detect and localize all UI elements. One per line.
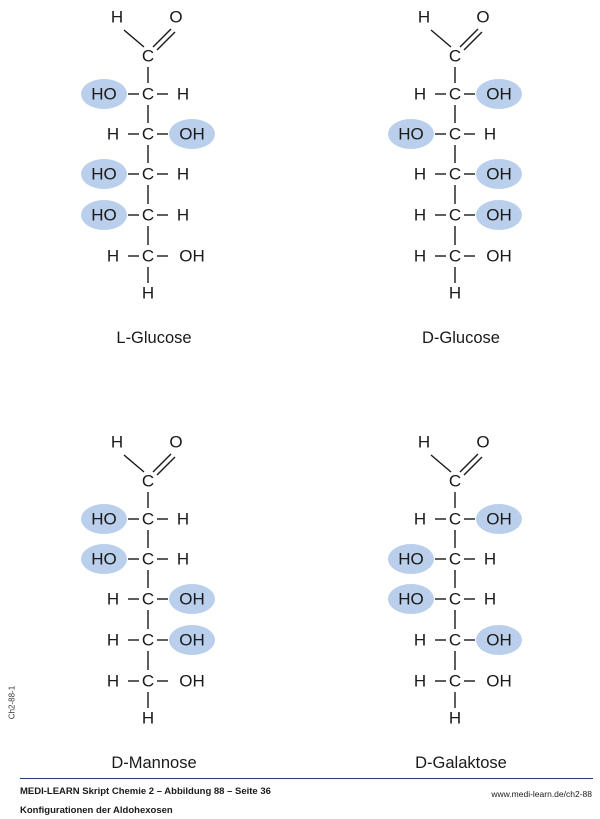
- carbon-atom-6: C: [448, 246, 462, 266]
- carbon-atom-1: C: [448, 471, 462, 491]
- carbon-atom-4: C: [448, 164, 462, 184]
- terminal-hydrogen-atom: H: [448, 283, 462, 303]
- molecule-name: D-Mannose: [111, 754, 197, 772]
- carbon-atom-6: C: [141, 246, 155, 266]
- carbon-atom-5: C: [448, 630, 462, 650]
- carbon-atom-6: C: [141, 671, 155, 691]
- aldehyde-h-atom: H: [110, 7, 124, 27]
- hydroxyl-group-label: HO: [398, 549, 424, 569]
- carbon-atom-1: C: [141, 471, 155, 491]
- hydrogen-atom: H: [413, 164, 427, 184]
- hydrogen-atom: H: [106, 589, 120, 609]
- carbon-atom-5: C: [448, 205, 462, 225]
- carbon-atom-3: C: [141, 124, 155, 144]
- aldehyde-o-atom: O: [476, 7, 490, 27]
- aldehyde-h-bond: [124, 455, 144, 472]
- carbon-atom-2: C: [448, 84, 462, 104]
- carbon-atom-1: C: [141, 46, 155, 66]
- hydroxyl-group-label: OH: [486, 164, 512, 184]
- terminal-hydrogen-atom: H: [141, 283, 155, 303]
- molecule-name: L-Glucose: [116, 329, 192, 347]
- molecule-d-mannose: [81, 433, 215, 773]
- carbon-atom-1: C: [448, 46, 462, 66]
- carbon-atom-2: C: [141, 84, 155, 104]
- carbon-atom-6: C: [448, 671, 462, 691]
- carbon-atom-3: C: [141, 549, 155, 569]
- hydrogen-atom: H: [413, 84, 427, 104]
- footer-title: MEDI-LEARN Skript Chemie 2 – Abbildung 88 – Seite 36: [20, 786, 271, 797]
- hydrogen-atom: H: [106, 671, 120, 691]
- aldehyde-h-atom: H: [110, 432, 124, 452]
- hydrogen-atom: H: [106, 246, 120, 266]
- terminal-hydrogen-atom: H: [448, 708, 462, 728]
- molecule-name: D-Glucose: [422, 329, 500, 347]
- hydroxyl-group-label: HO: [398, 589, 424, 609]
- aldehyde-h-bond: [431, 30, 451, 47]
- carbon-atom-4: C: [141, 589, 155, 609]
- carbon-atom-3: C: [448, 124, 462, 144]
- molecule-d-glucose: [388, 8, 522, 348]
- hydroxyl-group-label: HO: [91, 509, 117, 529]
- carbon-atom-5: C: [141, 630, 155, 650]
- hydrogen-atom: H: [176, 509, 190, 529]
- hydroxyl-group-label: OH: [486, 509, 512, 529]
- footer-subtitle: Konfigurationen der Aldohexosen: [20, 805, 173, 816]
- hydrogen-atom: H: [106, 124, 120, 144]
- molecule-l-glucose: [81, 8, 215, 348]
- figure-code: Ch2-88-1: [7, 685, 17, 720]
- hydroxyl-group-label: OH: [179, 246, 205, 266]
- hydrogen-atom: H: [176, 84, 190, 104]
- aldehyde-h-atom: H: [417, 7, 431, 27]
- carbon-atom-2: C: [141, 509, 155, 529]
- hydrogen-atom: H: [483, 124, 497, 144]
- hydrogen-atom: H: [483, 549, 497, 569]
- hydroxyl-group-label: OH: [486, 205, 512, 225]
- hydroxyl-group-label: OH: [179, 671, 205, 691]
- hydroxyl-group-label: HO: [91, 84, 117, 104]
- hydrogen-atom: H: [413, 630, 427, 650]
- hydrogen-atom: H: [106, 630, 120, 650]
- footer-divider: [20, 778, 593, 779]
- carbon-atom-3: C: [448, 549, 462, 569]
- aldehyde-o-atom: O: [169, 432, 183, 452]
- hydrogen-atom: H: [413, 246, 427, 266]
- hydrogen-atom: H: [176, 164, 190, 184]
- hydrogen-atom: H: [483, 589, 497, 609]
- aldehyde-o-atom: O: [169, 7, 183, 27]
- hydroxyl-group-label: HO: [91, 164, 117, 184]
- hydroxyl-group-label: OH: [486, 246, 512, 266]
- aldehyde-h-atom: H: [417, 432, 431, 452]
- carbon-atom-2: C: [448, 509, 462, 529]
- hydroxyl-group-label: HO: [91, 205, 117, 225]
- hydroxyl-group-label: HO: [91, 549, 117, 569]
- hydroxyl-group-label: HO: [398, 124, 424, 144]
- hydroxyl-group-label: OH: [486, 671, 512, 691]
- footer-url: www.medi-learn.de/ch2-88: [491, 789, 592, 799]
- hydroxyl-group-label: OH: [179, 124, 205, 144]
- aldehyde-o-atom: O: [476, 432, 490, 452]
- carbon-atom-5: C: [141, 205, 155, 225]
- molecule-d-galaktose: [388, 433, 522, 773]
- carbon-atom-4: C: [448, 589, 462, 609]
- hydroxyl-group-label: OH: [179, 589, 205, 609]
- hydroxyl-group-label: OH: [179, 630, 205, 650]
- hydrogen-atom: H: [413, 671, 427, 691]
- terminal-hydrogen-atom: H: [141, 708, 155, 728]
- hydrogen-atom: H: [176, 549, 190, 569]
- hydroxyl-group-label: OH: [486, 84, 512, 104]
- hydroxyl-group-label: OH: [486, 630, 512, 650]
- hydrogen-atom: H: [413, 509, 427, 529]
- aldehyde-h-bond: [124, 30, 144, 47]
- carbon-atom-4: C: [141, 164, 155, 184]
- hydrogen-atom: H: [176, 205, 190, 225]
- molecule-name: D-Galaktose: [415, 754, 507, 772]
- aldehyde-h-bond: [431, 455, 451, 472]
- hydrogen-atom: H: [413, 205, 427, 225]
